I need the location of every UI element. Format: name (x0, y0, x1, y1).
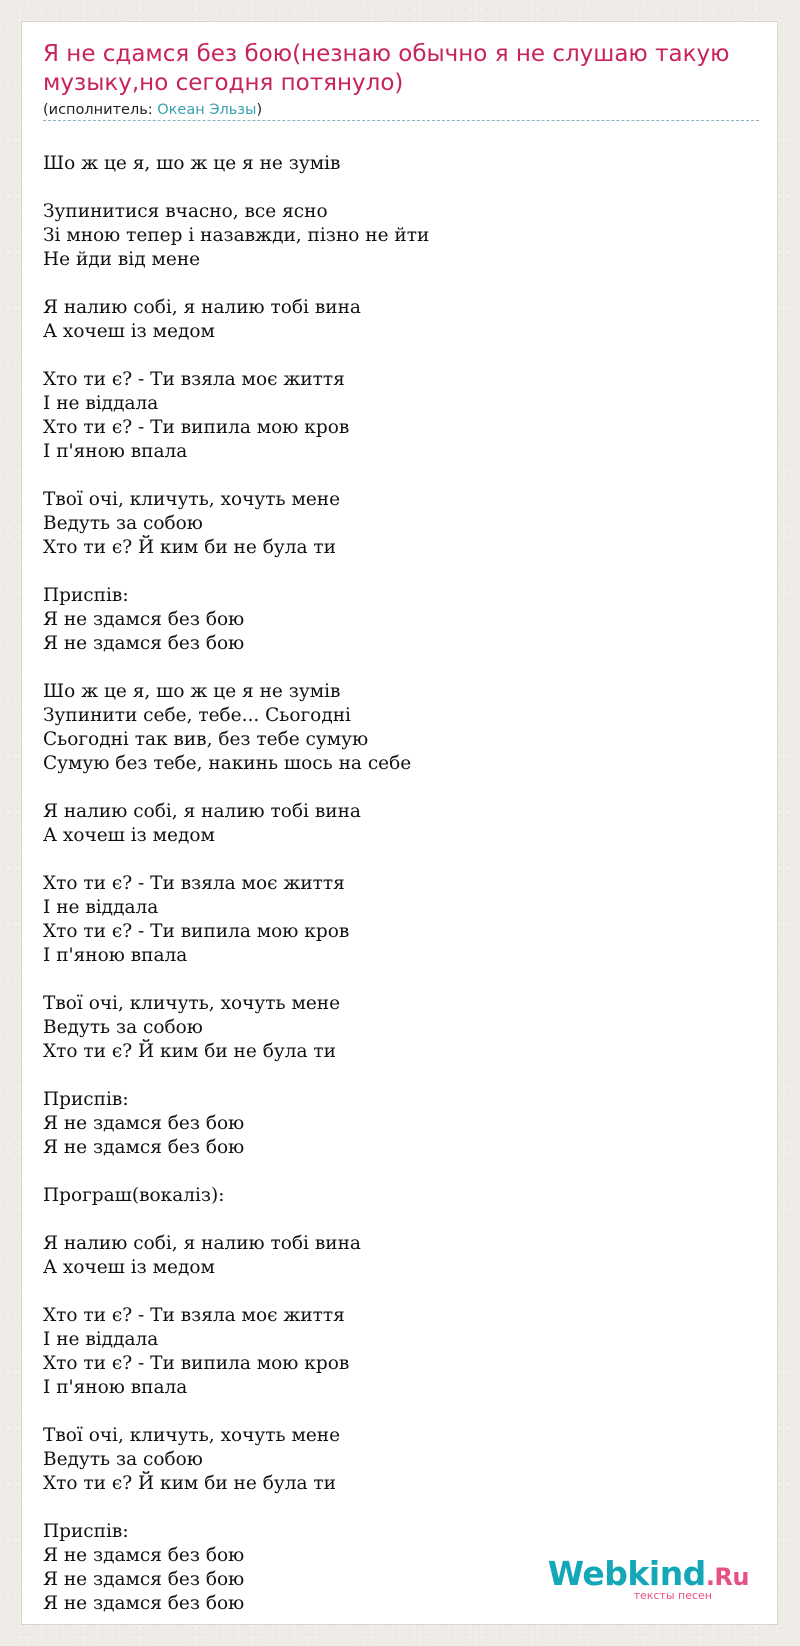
lyric-line: Твої очі, кличуть, хочуть мене (43, 993, 341, 1014)
stanza-break (43, 776, 429, 800)
lyric-line: Хто ти є? Й ким би не була ти (43, 537, 336, 558)
stanza-break (43, 344, 429, 368)
lyric-line: І не віддала (43, 1329, 159, 1350)
artist-link[interactable]: Океан Эльзы (157, 102, 257, 118)
stanza-break (43, 1496, 429, 1520)
lyric-line: Ведуть за собою (43, 1449, 203, 1470)
title-divider (43, 120, 759, 121)
lyric-line: Хто ти є? Й ким би не була ти (43, 1041, 336, 1062)
lyric-line: А хочеш із медом (43, 825, 215, 846)
lyric-line: Хто ти є? - Ти випила мою кров (43, 921, 350, 942)
artist-line (43, 101, 262, 119)
lyric-line: Я не здамся без бою (43, 633, 245, 654)
lyric-line: Я не здамся без бою (43, 609, 245, 630)
lyric-line: Приспів: (43, 1521, 129, 1542)
lyric-line: Сумую без тебе, накинь шось на себе (43, 753, 412, 774)
lyric-line: Програш(вокаліз): (43, 1185, 225, 1206)
lyric-line: Шо ж це я, шо ж це я не зумів (43, 153, 341, 174)
stanza-break (43, 464, 429, 488)
site-logo[interactable] (547, 1554, 749, 1602)
lyrics-card (21, 21, 778, 1625)
lyric-line: Зупинитися вчасно, все ясно (43, 201, 328, 222)
lyric-line: Хто ти є? - Ти взяла моє життя (43, 369, 345, 390)
lyric-line: Зупинити себе, тебе... Сьогодні (43, 705, 351, 726)
stanza-break (43, 968, 429, 992)
lyric-line: Я не здамся без бою (43, 1137, 245, 1158)
logo-tld: .Ru (705, 1563, 749, 1591)
logo-tagline: тексты песен (633, 1589, 712, 1602)
lyric-line: Зі мною тепер і назавжди, пізно не йти (43, 225, 430, 246)
lyric-line: І п'яною впала (43, 441, 188, 462)
lyric-line: Приспів: (43, 585, 129, 606)
lyric-line: Хто ти є? Й ким би не була ти (43, 1473, 336, 1494)
lyric-line: Хто ти є? - Ти випила мою кров (43, 1353, 350, 1374)
stanza-break (43, 272, 429, 296)
lyric-line: І п'яною впала (43, 945, 188, 966)
lyric-line: Я налию собі, я налию тобі вина (43, 801, 361, 822)
lyric-line: І не віддала (43, 393, 159, 414)
lyric-line: Приспів: (43, 1089, 129, 1110)
lyrics-text (43, 152, 429, 1616)
lyric-line: І не віддала (43, 897, 159, 918)
logo-name: Webkind (547, 1554, 706, 1593)
stanza-break (43, 1208, 429, 1232)
stanza-break (43, 1160, 429, 1184)
song-title: Я не сдамся без бою(незнаю обычно я не слушаю такую музыку,но сегодня потянуло) (43, 41, 730, 96)
lyric-line: Твої очі, кличуть, хочуть мене (43, 1425, 341, 1446)
lyric-line: І п'яною впала (43, 1377, 188, 1398)
stanza-break (43, 560, 429, 584)
lyric-line: Я не здамся без бою (43, 1113, 245, 1134)
lyric-line: Сьогодні так вив, без тебе сумую (43, 729, 369, 750)
lyric-line: Ведуть за собою (43, 513, 203, 534)
lyric-line: Я не здамся без бою (43, 1569, 245, 1590)
lyric-line: Я не здамся без бою (43, 1545, 245, 1566)
lyric-line: Я налию собі, я налию тобі вина (43, 297, 361, 318)
lyric-line: Хто ти є? - Ти випила мою кров (43, 417, 350, 438)
lyric-line: А хочеш із медом (43, 321, 215, 342)
artist-suffix: ) (256, 102, 263, 118)
stanza-break (43, 848, 429, 872)
lyric-line: Я налию собі, я налию тобі вина (43, 1233, 361, 1254)
artist-prefix: (исполнитель: (43, 102, 158, 118)
lyric-line: Твої очі, кличуть, хочуть мене (43, 489, 341, 510)
stanza-break (43, 656, 429, 680)
lyric-line: Хто ти є? - Ти взяла моє життя (43, 1305, 345, 1326)
lyric-line: Ведуть за собою (43, 1017, 203, 1038)
lyric-line: Я не здамся без бою (43, 1593, 245, 1614)
stanza-break (43, 1400, 429, 1424)
stanza-break (43, 176, 429, 200)
lyric-line: А хочеш із медом (43, 1257, 215, 1278)
lyric-line: Шо ж це я, шо ж це я не зумів (43, 681, 341, 702)
lyric-line: Хто ти є? - Ти взяла моє життя (43, 873, 345, 894)
lyric-line: Не йди від мене (43, 249, 201, 270)
stanza-break (43, 1280, 429, 1304)
stanza-break (43, 1064, 429, 1088)
